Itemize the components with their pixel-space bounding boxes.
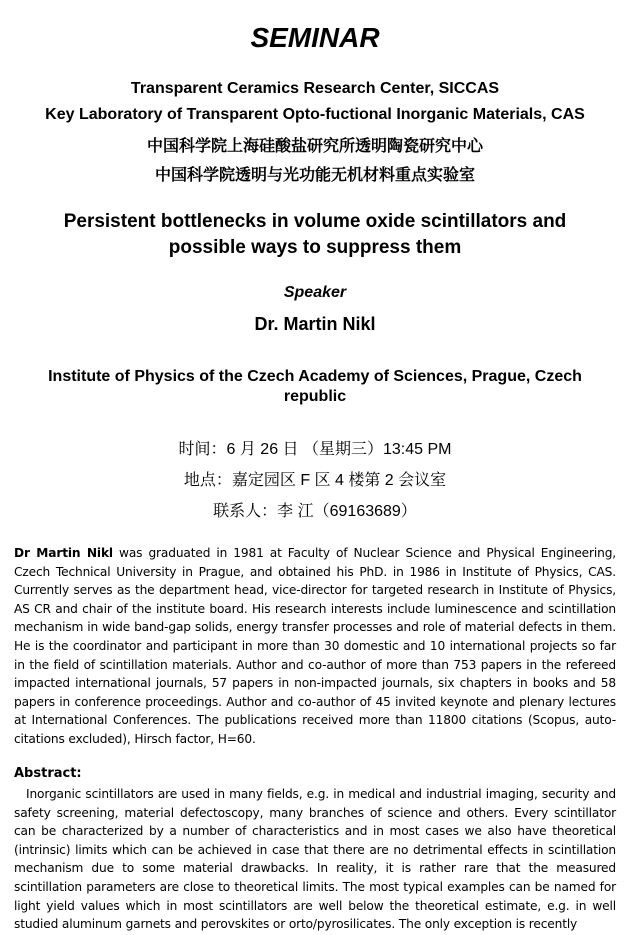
speaker-institution: Institute of Physics of the Czech Academy of Sciences, Prague, Czech republic <box>48 368 582 405</box>
event-time: 时间：6 月 26 日 （星期三）13:45 PM <box>178 441 452 458</box>
speaker-bio <box>14 544 616 749</box>
talk-title: Persistent bottlenecks in volume oxide scintillators and possible ways to suppress them <box>63 211 567 258</box>
abstract-heading: Abstract: <box>14 766 82 781</box>
bio-speaker-name: Dr Martin Nikl <box>14 546 113 560</box>
event-contact: 联系人：李 江（69163689） <box>213 503 417 520</box>
bio-text: was graduated in 1981 at Faculty of Nuclear Science and Physical Engineering, Czech Technical University in Prague, and obtained his PhD. in 1986 in Institute of Physics, CAS. Currently serves as the department head, vice-director for targeted research in Institute of Physics, AS CR and chair of the institute board. His research interests include luminescence and scintillation mechanism in wide band-gap solids, energy transfer processes and role of material defects in them. He is the coordinator and participant in more than 30 domestic and 10 international projects so far in the field of scintillation materials. Author and co-author of more than 753 papers in the refereed impacted international journals, 57 papers in non-impacted journals, six chapters in books and 58 papers in conference proceedings. Author and co-author of 45 invited keynote and plenary lectures at International Conferences. The publications received more than 11800 citations (Scopus, auto-citations excluded), Hirsch factor, H=60. <box>14 546 617 746</box>
event-location: 地点：嘉定园区 F 区 4 楼第 2 会议室 <box>183 472 447 489</box>
org-line-2: Key Laboratory of Transparent Opto-fuctional Inorganic Materials, CAS <box>45 106 585 123</box>
abstract-text: Inorganic scintillators are used in many fields, e.g. in medical and industrial imaging, security and safety screening, material defectoscopy, many branches of science and others. Every scintillator can be characterized by a number of characteristics and in most cases we also have theoretical (intrinsic) limits which can be achieved in case that there are no detrimental effects in scintillation mechanism due to some material drawbacks. In reality, it is rather rare that the measured scintillation parameters are close to theoretical limits. The most typical examples can be named for light yield values which in most scintillators are well below the theoretical estimate, e.g. in well studied aluminum garnets and perovskites or orto/pyrosilicates. The only exception is recently <box>14 787 616 932</box>
speaker-name: Dr. Martin Nikl <box>254 314 376 334</box>
org-line-1: Transparent Ceramics Research Center, SICCAS <box>130 80 500 97</box>
page-title: SEMINAR <box>250 22 380 53</box>
org-line-3: 中国科学院上海硅酸盐研究所透明陶瓷研究中心 <box>146 138 483 155</box>
org-line-4: 中国科学院透明与光功能无机材料重点实验室 <box>154 167 475 184</box>
speaker-label: Speaker <box>283 284 347 301</box>
